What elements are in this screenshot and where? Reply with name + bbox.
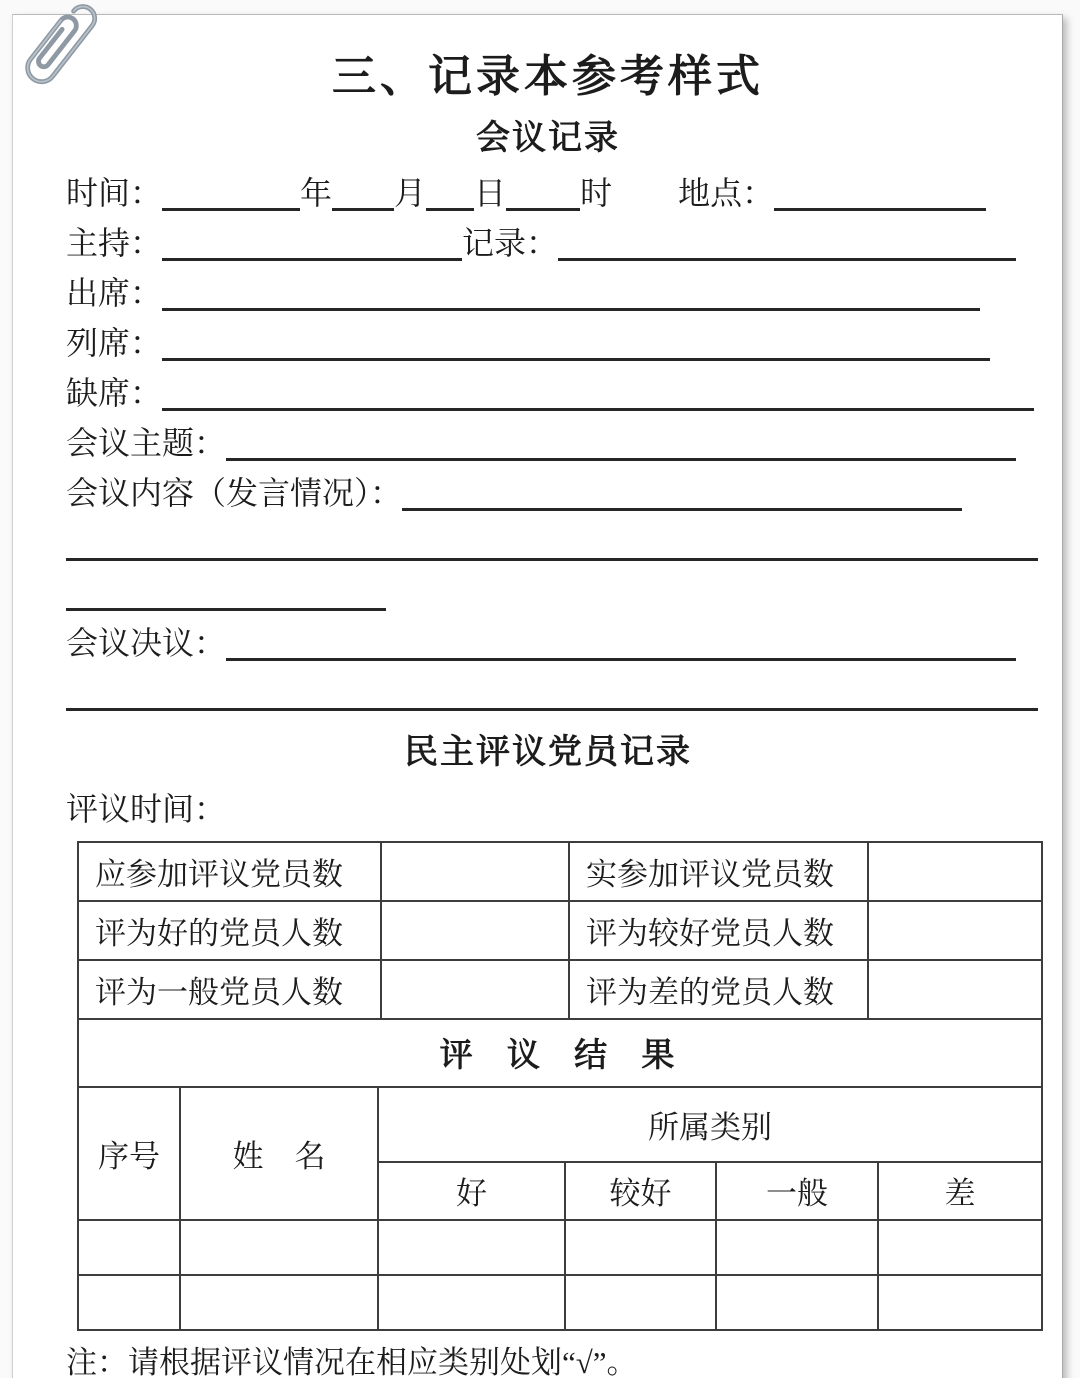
stats-label-cell: 评为一般党员人数 (78, 960, 381, 1019)
form-line-11 (66, 668, 1062, 718)
field-label: 地点： (678, 175, 775, 212)
result-heading-row (78, 1019, 1042, 1087)
blank-underline (506, 174, 580, 211)
document-title: 三、记录本参考样式 (332, 52, 764, 101)
field-label: 出席： (66, 275, 163, 312)
stats-label-cell: 应参加评议党员数 (78, 842, 381, 901)
stats-value-cell (381, 901, 569, 960)
blank-underline (558, 224, 1016, 261)
field-label: 缺席： (66, 375, 163, 412)
stats-row (78, 960, 1042, 1019)
evaluation-time-label: 评议时间： (66, 790, 227, 827)
evaluation-stats-table (77, 841, 1043, 1020)
category-option-cell: 一般 (716, 1162, 878, 1220)
result-empty-row (78, 1275, 1042, 1330)
empty-cell (78, 1220, 180, 1275)
category-option-cell: 差 (878, 1162, 1042, 1220)
form-line-9 (66, 568, 1062, 618)
evaluation-result-table (77, 1018, 1043, 1331)
stats-value-cell (868, 842, 1042, 901)
footnote: 注：请根据评议情况在相应类别处划“√”。 (66, 1344, 638, 1378)
stats-label-cell: 实参加评议党员数 (569, 842, 868, 901)
blank-underline (162, 174, 300, 211)
blank-underline (774, 174, 986, 211)
blank-underline (66, 524, 1038, 561)
empty-cell (878, 1220, 1042, 1275)
stats-row (78, 842, 1042, 901)
stats-value-cell (868, 901, 1042, 960)
paper-page (12, 14, 1063, 1378)
spacer (612, 194, 678, 204)
form-line-3 (66, 268, 1062, 318)
field-label: 时 (580, 175, 613, 212)
field-label: 会议决议： (66, 625, 227, 662)
blank-underline (426, 174, 474, 211)
blank-underline (162, 324, 990, 361)
stats-label-cell: 评为较好党员人数 (569, 901, 868, 960)
form-line-7 (66, 468, 1062, 518)
blank-underline (162, 274, 980, 311)
field-label: 会议内容（发言情况）： (66, 475, 403, 512)
category-option-cell: 好 (378, 1162, 565, 1220)
col-header-seq: 序号 (78, 1087, 180, 1220)
stats-label-cell: 评为差的党员人数 (569, 960, 868, 1019)
field-label: 日 (474, 175, 507, 212)
stats-value-cell (381, 842, 569, 901)
blank-underline (162, 224, 462, 261)
empty-cell (378, 1220, 565, 1275)
form-line-2 (66, 218, 1062, 268)
empty-cell (78, 1275, 180, 1330)
stats-value-cell (381, 960, 569, 1019)
empty-cell (180, 1275, 378, 1330)
form-line-5 (66, 368, 1062, 418)
meeting-record-form (66, 168, 1062, 718)
empty-cell (716, 1220, 878, 1275)
field-label: 时间： (66, 175, 163, 212)
result-empty-row (78, 1220, 1042, 1275)
blank-underline (66, 574, 386, 611)
form-line-4 (66, 318, 1062, 368)
empty-cell (565, 1220, 716, 1275)
blank-underline (162, 374, 1034, 411)
blank-underline (332, 174, 394, 211)
empty-cell (378, 1275, 565, 1330)
evaluation-heading: 民主评议党员记录 (404, 734, 692, 772)
field-label: 会议主题： (66, 425, 227, 462)
col-header-category: 所属类别 (378, 1087, 1042, 1162)
empty-cell (565, 1275, 716, 1330)
empty-cell (878, 1275, 1042, 1330)
blank-underline (226, 424, 1016, 461)
category-option-cell: 较好 (565, 1162, 716, 1220)
col-header-name: 姓 名 (180, 1087, 378, 1220)
meeting-record-heading: 会议记录 (476, 119, 620, 157)
field-label: 月 (394, 175, 427, 212)
blank-underline (402, 474, 962, 511)
stats-row (78, 901, 1042, 960)
blank-underline (226, 624, 1016, 661)
field-label: 列席： (66, 325, 163, 362)
blank-underline (66, 674, 1038, 711)
stats-label-cell: 评为好的党员人数 (78, 901, 381, 960)
result-header-row (78, 1087, 1042, 1162)
result-heading: 评 议 结 果 (78, 1019, 1042, 1087)
empty-cell (180, 1220, 378, 1275)
form-line-10 (66, 618, 1062, 668)
form-line-1 (66, 168, 1062, 218)
empty-cell (716, 1275, 878, 1330)
stats-value-cell (868, 960, 1042, 1019)
field-label: 年 (300, 175, 333, 212)
field-label: 主持： (66, 225, 163, 262)
form-line-8 (66, 518, 1062, 568)
field-label: 记录： (462, 225, 559, 262)
form-line-6 (66, 418, 1062, 468)
